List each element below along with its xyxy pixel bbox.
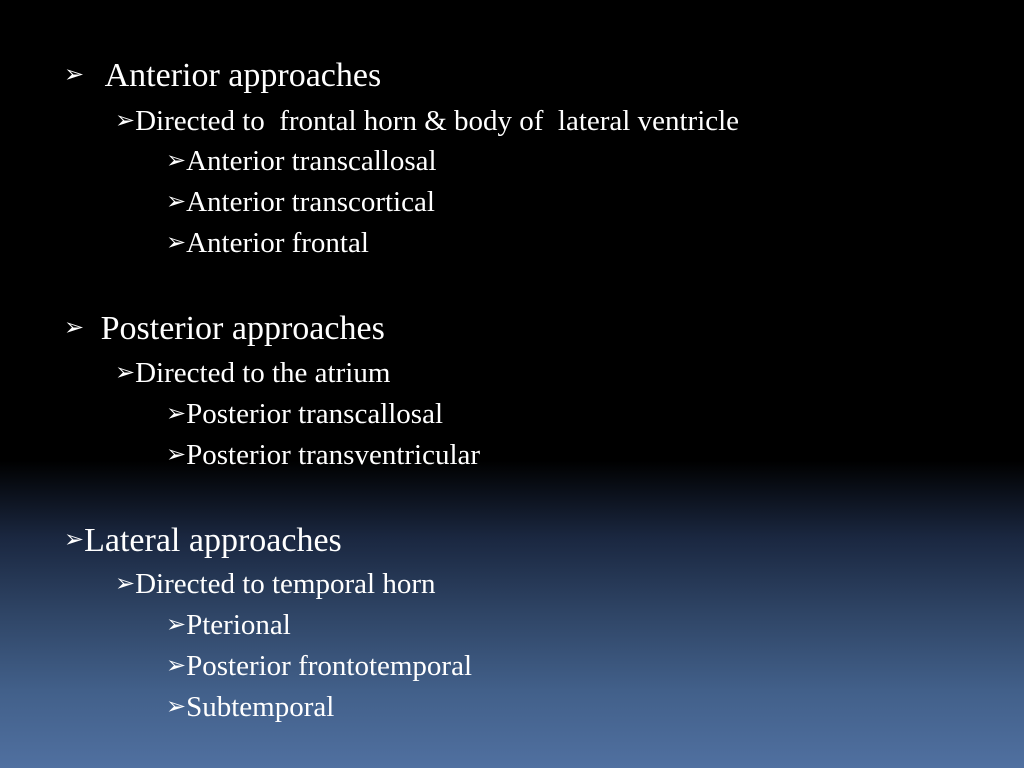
- section-lateral-subheading: ➢Directed to temporal horn: [115, 568, 436, 600]
- arrow-bullet-icon: ➢: [64, 527, 85, 553]
- section-anterior-heading: ➢ Anterior approaches: [64, 57, 382, 94]
- arrow-bullet-icon: ➢: [166, 189, 187, 215]
- arrow-bullet-icon: ➢: [166, 653, 187, 679]
- posterior-item: ➢Posterior transventricular: [166, 439, 481, 471]
- lateral-item: ➢Pterional: [166, 609, 291, 641]
- section-anterior-subheading: ➢Directed to frontal horn & body of lateral ventricle: [115, 105, 740, 137]
- arrow-bullet-icon: ➢: [166, 612, 187, 638]
- anterior-item: ➢Anterior transcallosal: [166, 145, 437, 177]
- lateral-item: ➢Subtemporal: [166, 691, 335, 723]
- arrow-bullet-icon: ➢: [115, 360, 136, 386]
- anterior-item: ➢Anterior transcortical: [166, 186, 435, 218]
- posterior-item: ➢Posterior transcallosal: [166, 398, 444, 430]
- arrow-bullet-icon: ➢: [115, 108, 136, 134]
- arrow-bullet-icon: ➢: [166, 442, 187, 468]
- section-posterior-heading: ➢ Posterior approaches: [64, 310, 385, 347]
- arrow-bullet-icon: ➢: [166, 230, 187, 256]
- arrow-bullet-icon: ➢: [166, 401, 187, 427]
- arrow-bullet-icon: ➢: [64, 62, 85, 88]
- arrow-bullet-icon: ➢: [115, 571, 136, 597]
- anterior-item: ➢Anterior frontal: [166, 227, 369, 259]
- arrow-bullet-icon: ➢: [166, 694, 187, 720]
- section-lateral-heading: ➢Lateral approaches: [64, 522, 342, 559]
- arrow-bullet-icon: ➢: [166, 148, 187, 174]
- section-posterior-subheading: ➢Directed to the atrium: [115, 357, 391, 389]
- arrow-bullet-icon: ➢: [64, 315, 85, 341]
- lateral-item: ➢Posterior frontotemporal: [166, 650, 473, 682]
